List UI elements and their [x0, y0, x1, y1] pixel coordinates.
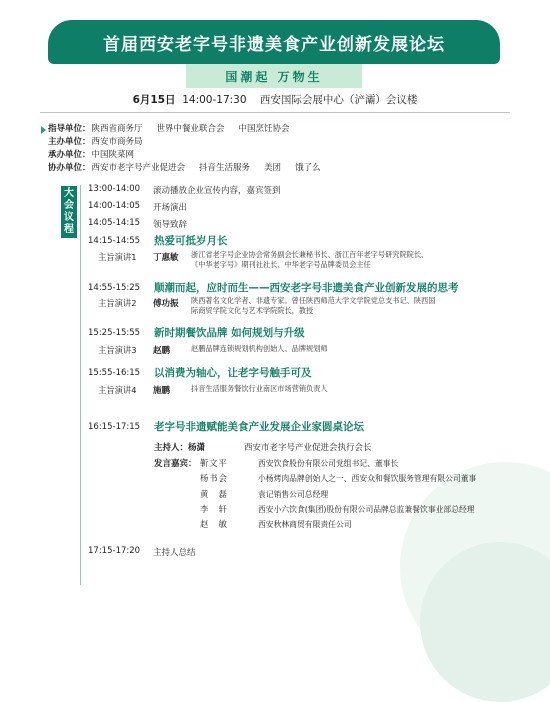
agenda-time: 16:15-17:15: [88, 422, 141, 432]
talk-role: 主旨演讲1: [98, 252, 137, 262]
talk-role: 主旨演讲2: [98, 298, 137, 308]
talk-role: 主旨演讲3: [98, 345, 137, 355]
speaker-bio-line: 赵鹏品牌连锁规划机构创始人、品牌规划师: [191, 344, 328, 353]
speaker-bio-line: 陕西著名文化学者、非遗专家。曾任陕西师范大学文学院党总支书记、陕西国: [191, 296, 436, 305]
guest-title: 袁记销售公司总经理: [258, 490, 329, 499]
guest-name: 杨书会: [200, 473, 228, 483]
agenda-time: 13:00-14:00: [88, 184, 141, 194]
talk-topic: 顺潮而起，应时而生——西安老字号非遗美食产业创新发展的思考: [154, 282, 459, 294]
organizer-value: 西安市老字号产业促进会: [91, 163, 186, 173]
speaker-bio: [191, 296, 435, 316]
organizer-row: [48, 124, 304, 135]
speaker-bio-line: 浙江省老字号企业协会常务副会长兼秘书长、浙江百年老字号研究院院长、: [191, 250, 429, 259]
speaker-name: 赵鹏: [153, 346, 171, 356]
agenda-time: 15:55-16:15: [88, 368, 141, 378]
agenda-time: 15:25-15:55: [88, 328, 141, 338]
organizer-row: [48, 137, 157, 148]
organizer-value: 饿了么: [295, 163, 321, 173]
guest-title: 小杨烤肉品牌创始人之一、西安众和餐饮服务管理有限公司董事: [258, 474, 477, 483]
guest-name: 黄 磊: [200, 489, 228, 499]
speaker-bio: [191, 250, 428, 270]
roundtable-host: 主持人：杨潇: [154, 443, 206, 453]
speaker-bio: [191, 384, 328, 394]
organizer-label: 主办单位：: [48, 137, 91, 147]
section-tab: [61, 186, 77, 238]
agenda-time: 17:15-17:20: [88, 546, 141, 556]
agenda-time: 14:55-15:25: [88, 283, 141, 293]
slogan: 国潮起 万物生: [186, 64, 362, 88]
organizer-value: 中国烹饪协会: [238, 124, 290, 134]
organizer-label: 指导单位：: [48, 124, 91, 134]
agenda-text: 主持人总结: [153, 548, 196, 558]
roundtable-topic: 老字号非遗赋能美食产业发展企业家圆桌论坛: [154, 421, 364, 433]
talk-topic: 新时期餐饮品牌 如何规划与升级: [154, 327, 305, 339]
roundtable-guests-label: 发言嘉宾：: [154, 459, 197, 469]
speaker-name: 傅功振: [153, 299, 179, 309]
speaker-bio-line: 抖音生活服务餐饮行业南区市场营销负责人: [191, 384, 328, 393]
event-time: 14:00-17:30: [182, 94, 247, 106]
organizer-label: 协办单位：: [48, 163, 91, 173]
speaker-name: 丁惠敏: [153, 253, 179, 263]
speaker-name: 施鹏: [153, 386, 171, 396]
guest-title: 西安饮食股份有限公司党组书记、董事长: [258, 459, 399, 468]
agenda-time: 14:15-14:55: [88, 236, 141, 246]
guest-name: 赵 敏: [200, 519, 228, 529]
organizer-value: 西安市商务局: [91, 137, 143, 147]
agenda-text: 领导致辞: [153, 220, 188, 230]
roundtable-host-title: 西安市老字号产业促进会执行会长: [244, 443, 372, 453]
organizer-row: [48, 150, 148, 161]
talk-topic: 热爱可抵岁月长: [154, 235, 228, 247]
speaker-bio: [191, 344, 328, 354]
event-venue: 西安国际会展中心（浐灞）会议楼: [259, 94, 418, 106]
page-title: 首届西安老字号非遗美食产业创新发展论坛: [48, 20, 500, 64]
divider: [40, 112, 510, 113]
agenda-text: 开场演出: [153, 203, 188, 213]
guest-title: 西安秋林商贸有限责任公司: [258, 520, 352, 529]
agenda-time: 14:00-14:05: [88, 201, 141, 211]
organizer-label: 承办单位：: [48, 150, 91, 160]
agenda-text: 滚动播放企业宣传内容，嘉宾签到: [153, 186, 281, 196]
organizer-value: 抖音生活服务: [199, 163, 251, 173]
timeline-line: [80, 185, 81, 585]
guest-name: 靳文平: [200, 458, 228, 468]
speaker-bio-line: 际商贸学院文化与艺术学院院长，教授: [191, 306, 314, 315]
date-line: [0, 92, 550, 107]
agenda-time: 14:05-14:15: [88, 218, 141, 228]
section-tab-label: 大会议程: [64, 188, 74, 235]
organizer-value: 中国陕菜网: [91, 150, 135, 160]
guest-name: 李 轩: [200, 504, 228, 514]
event-date: 6月15日: [132, 94, 176, 106]
organizer-value: 陕西省商务厅: [91, 124, 143, 134]
organizer-value: 世界中餐业联合会: [156, 124, 225, 134]
guest-title: 西安小六饮食(集团)股份有限公司品牌总监兼餐饮事业部总经理: [258, 505, 475, 514]
organizer-value: 美团: [264, 163, 282, 173]
talk-topic: 以消费为轴心，让老字号触手可及: [154, 367, 312, 379]
talk-role: 主旨演讲4: [98, 385, 137, 395]
organizer-row: [48, 163, 335, 174]
arrow-icon: [41, 126, 46, 134]
speaker-bio-line: 《中华老字号》期刊社社长、中华老字号品牌委员会主任: [191, 260, 371, 269]
